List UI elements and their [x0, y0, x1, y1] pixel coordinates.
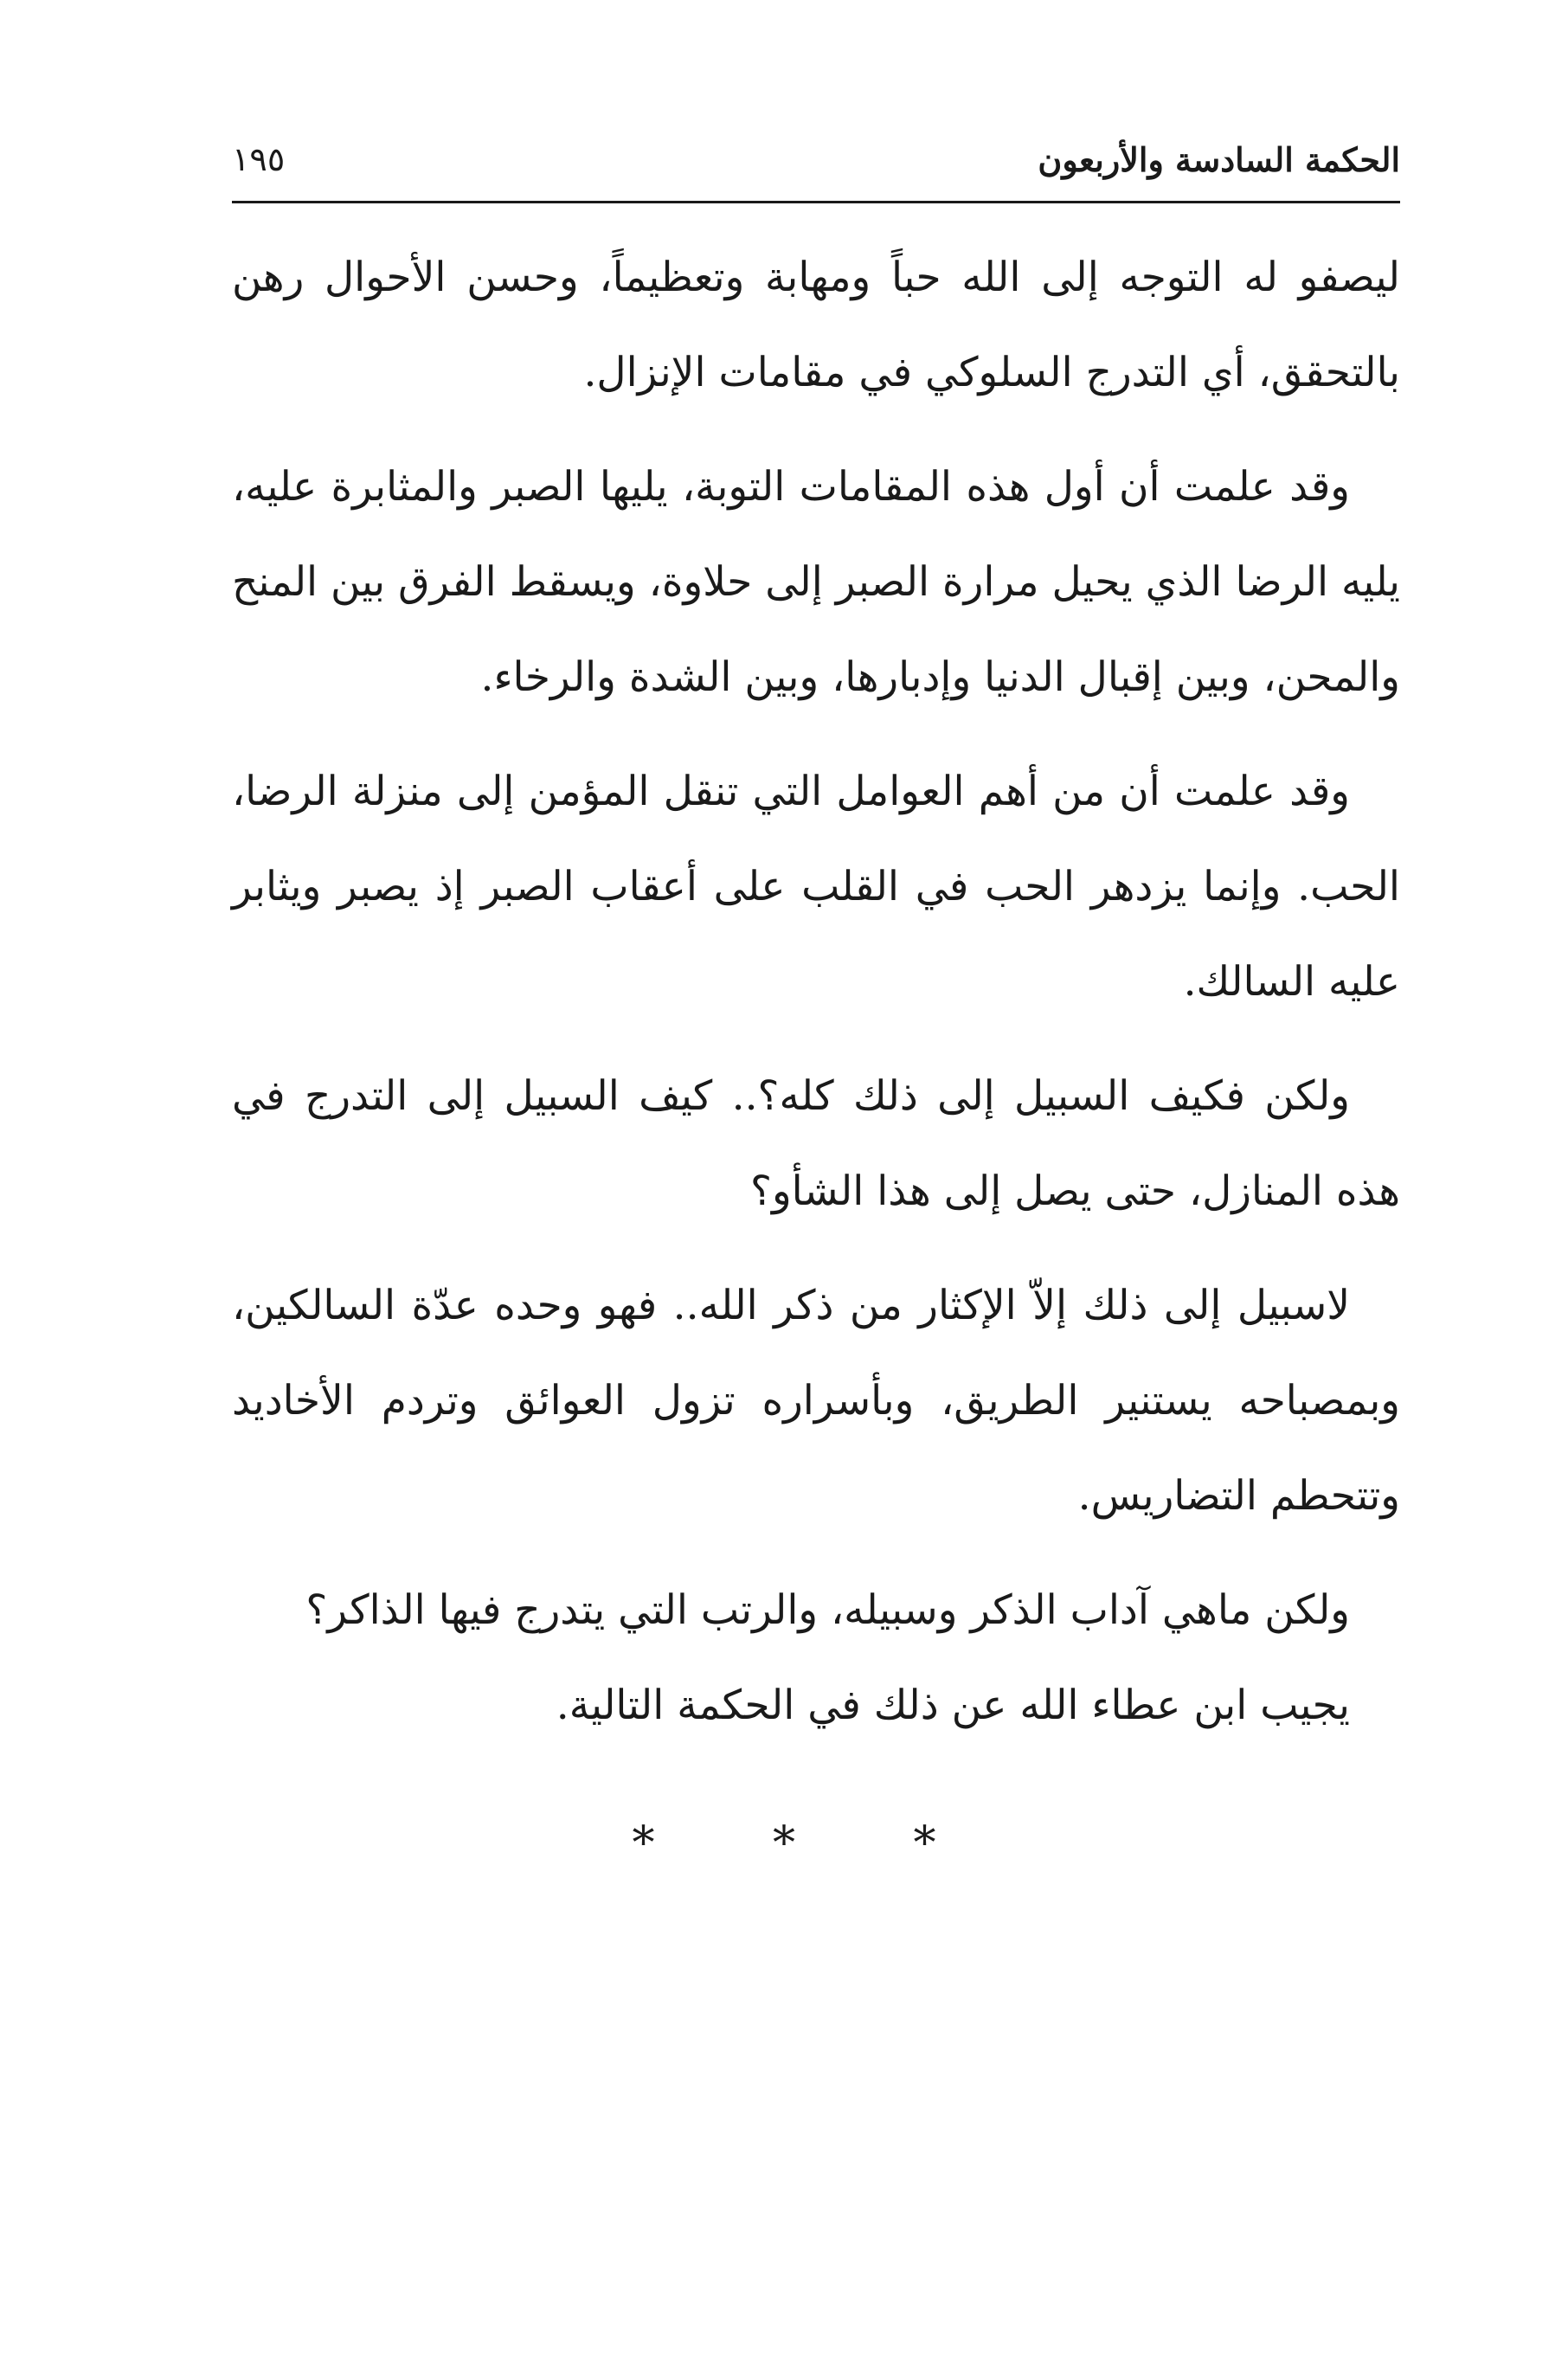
body-text [232, 230, 1400, 1772]
running-title: الحكمة السادسة والأربعون [1038, 140, 1400, 179]
paragraph-5: لاسبيل إلى ذلك إلاّ الإكثار من ذكر الله.. فهو وحده عدّة السالكين، وبمصباحه يستنير الطريق، وبأسراره تزول العوائق وتردم الأخاديد وتتحطم التضاريس. [232, 1282, 1400, 1520]
paragraph-1: ليصفو له التوجه إلى الله حباً ومهابة وتعظيماً، وحسن الأحوال رهن بالتحقق، أي التدرج السلوكي في مقامات الإنزال. [232, 254, 1400, 396]
separator-asterisk: * [913, 1817, 936, 1869]
page-number: ١٩٥ [232, 140, 286, 178]
separator-asterisk: * [773, 1817, 795, 1869]
paragraph-7: يجيب ابن عطاء الله عن ذلك في الحكمة التالية. [556, 1682, 1350, 1729]
section-separator [0, 1817, 1568, 1869]
separator-asterisk: * [632, 1817, 655, 1869]
paragraph-2: وقد علمت أن أول هذه المقامات التوبة، يليها الصبر والمثابرة عليه، يليه الرضا الذي يحيل مرارة الصبر إلى حلاوة، ويسقط الفرق بين المنح والمحن، وبين إقبال الدنيا وإدبارها، وبين الشدة والرخاء. [232, 463, 1400, 701]
paragraph-6: ولكن ماهي آداب الذكر وسبيله، والرتب التي يتدرج فيها الذاكر؟ [305, 1586, 1350, 1634]
paragraph-4: ولكن فكيف السبيل إلى ذلك كله؟.. كيف السبيل إلى التدرج في هذه المنازل، حتى يصل إلى هذا الشأو؟ [232, 1072, 1400, 1215]
header-rule [232, 201, 1400, 203]
paragraph-3: وقد علمت أن من أهم العوامل التي تنقل المؤمن إلى منزلة الرضا، الحب. وإنما يزدهر الحب في القلب على أعقاب الصبر إذ يصبر ويثابر عليه السالك. [232, 768, 1400, 1006]
page-header [232, 130, 1400, 199]
